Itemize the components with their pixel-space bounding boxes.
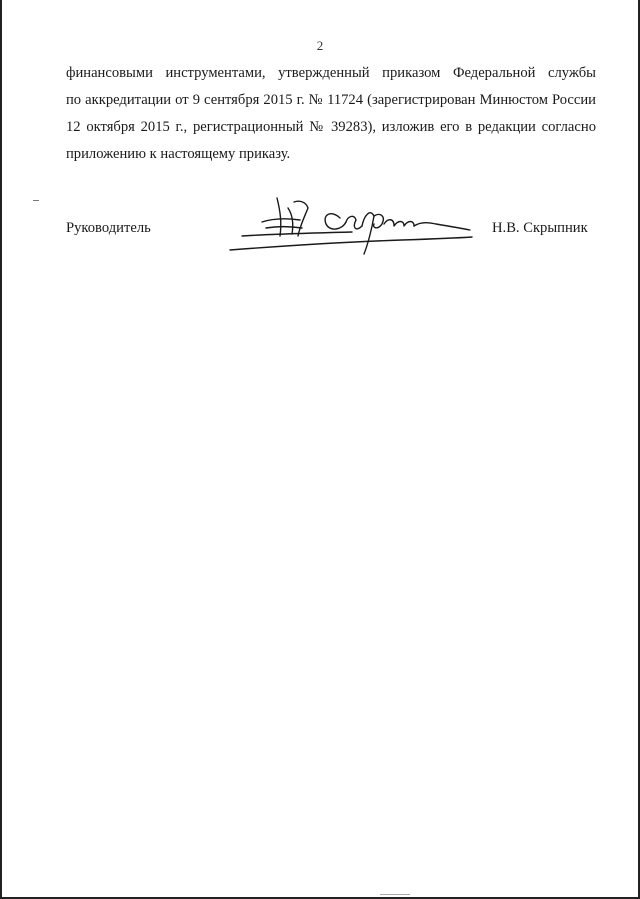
signatory-name: Н.В. Скрыпник	[492, 220, 588, 236]
body-line: 12 октября 2015 г., регистрационный № 39283), изложив его в редакции согласно	[66, 119, 596, 135]
scan-artifact	[33, 200, 39, 201]
body-line: финансовыми инструментами, утвержденный приказом Федеральной службы	[66, 65, 596, 81]
handwritten-signature-icon	[222, 188, 482, 258]
scan-edge-left	[0, 0, 2, 899]
signatory-role: Руководитель	[66, 220, 151, 236]
body-paragraph	[66, 60, 596, 168]
page-number: 2	[316, 38, 324, 53]
scan-artifact	[380, 894, 410, 895]
body-line: приложению к настоящему приказу.	[66, 146, 291, 162]
body-line: по аккредитации от 9 сентября 2015 г. № 11724 (зарегистрирован Минюстом России	[66, 92, 596, 108]
